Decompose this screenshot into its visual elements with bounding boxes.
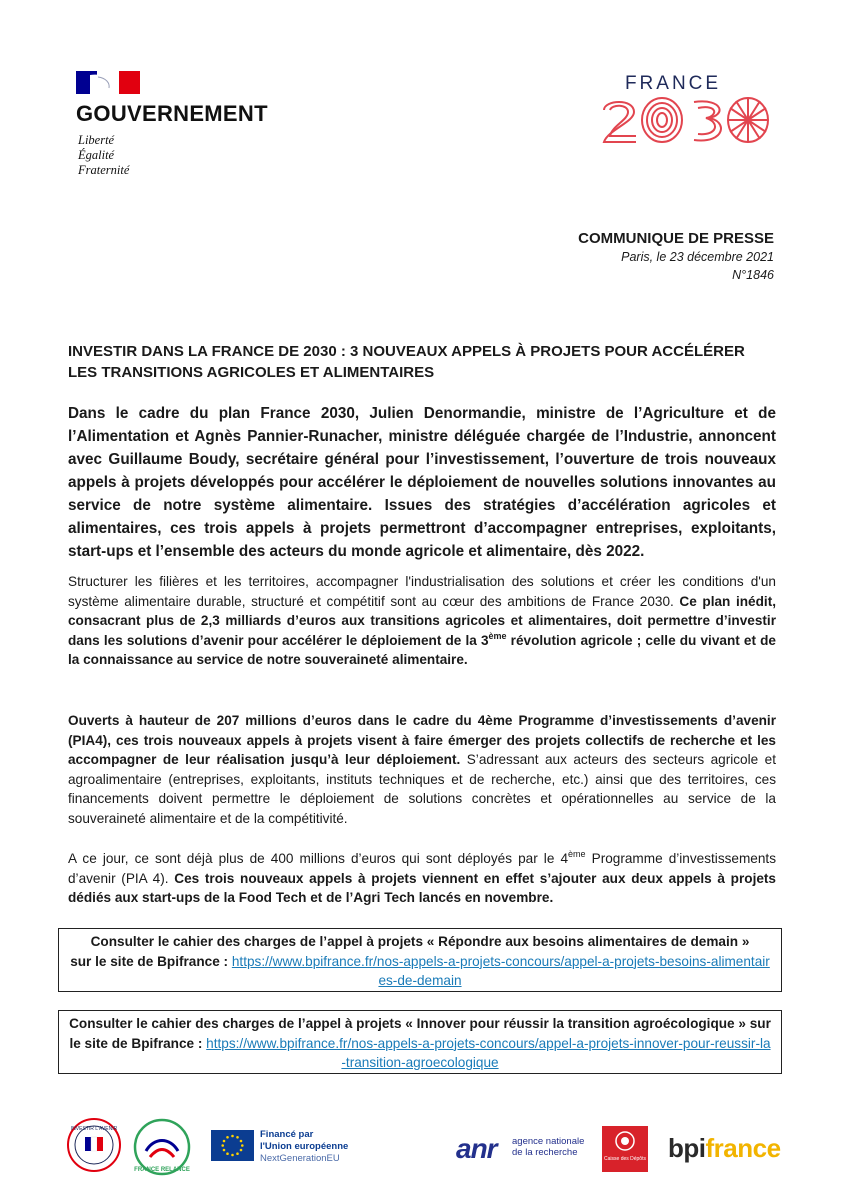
marianne-flag-logo	[76, 71, 140, 94]
investir-avenir-logo	[66, 1117, 122, 1173]
box2-bpifrance-link[interactable]: https://www.bpifrance.fr/nos-appels-a-projets-concours/appel-a-projets-innover-pour-reussir-la-transition-agroecologique	[206, 1035, 771, 1070]
republic-motto	[78, 133, 129, 178]
paragraph-funding	[68, 711, 776, 829]
p3-sup: ème	[568, 849, 586, 859]
eu-line2: l'Union européenne	[260, 1141, 349, 1152]
france2030-label: FRANCE	[624, 73, 722, 94]
motto-liberte: Liberté	[78, 133, 115, 147]
p2-bold: Ouverts à hauteur de 207 millions d’euros dans le cadre du 4ème Programme d’investissements d’avenir (PIA4), ces trois nouveaux appels à projets visent à faire émerger des projets collectifs de recherche et les accompagner de leur réalisation jusqu’à leur déploiement.	[68, 713, 776, 768]
box1-line2: sur le site de Bpifrance :	[70, 953, 232, 969]
france-relance-logo	[132, 1117, 192, 1177]
cahier-des-charges-box-2	[58, 1010, 782, 1074]
cahier-des-charges-box-1	[58, 928, 782, 992]
bpi-part: bpi	[668, 1133, 706, 1163]
france-part: france	[705, 1133, 781, 1163]
press-date: Paris, le 23 décembre 2021	[621, 250, 774, 264]
gouvernement-title: GOUVERNEMENT	[76, 101, 268, 126]
p3-bold: Ces trois nouveaux appels à projets viennent en effet s’ajouter aux deux appels à projets dédiés aux start-ups de la Food Tech et de l’Agri Tech lancés en novembre.	[68, 870, 776, 906]
p1-normal: Structurer les filières et les territoires, accompagner l'industrialisation des solutions et créer les conditions d'un système alimentaire durable, structuré et compétitif sont au cœur des ambitions de France 2030.	[68, 574, 776, 609]
anr-subtitle	[512, 1136, 584, 1158]
eu-line3: NextGenerationEU	[260, 1153, 340, 1164]
box1-line1: Consulter le cahier des charges de l’appel à projets « Répondre aux besoins alimentaires de demain »	[90, 934, 750, 949]
france2030-number-logo	[598, 94, 774, 146]
headline: INVESTIR DANS LA FRANCE DE 2030 : 3 NOUVEAUX APPELS À PROJETS POUR ACCÉLÉRER LES TRANSITIONS AGRICOLES ET ALIMENTAIRES	[68, 343, 745, 381]
lead-paragraph: Dans le cadre du plan France 2030, Julien Denormandie, ministre de l’Agriculture et de l’Alimentation et Agnès Pannier-Runacher, ministre déléguée chargée de l’Industrie, annoncent avec Guillaume Boudy, secrétaire général pour l’investissement, l’ouverture de trois nouveaux appels à projets développés pour accélérer le déploiement de nouvelles solutions innovantes au service de notre système alimentaire. Issues des stratégies d’accélération agricoles et alimentaires, ces trois appels à projets permettront d’accompagner entreprises, exploitants, start-ups et l’ensemble des acteurs du monde agricole et alimentaire, dès 2022.	[68, 405, 776, 560]
relance-text: FRANCE RELANCE	[134, 1167, 190, 1173]
p3-normal-a: A ce jour, ce sont déjà plus de 400 millions d’euros qui sont déployés par le 4	[68, 851, 569, 866]
p3-normal-b: Programme d’investissements d’avenir (PIA 4).	[68, 851, 776, 886]
paragraph-pia4	[68, 849, 776, 908]
paragraph-ambitions	[68, 572, 776, 670]
eu-funding-text	[260, 1129, 348, 1165]
caisse-des-depots-logo	[602, 1126, 648, 1172]
anr-line1: agence nationale	[512, 1136, 585, 1147]
anr-logo: anr	[456, 1133, 497, 1164]
press-release-title: COMMUNIQUE DE PRESSE	[578, 230, 774, 247]
box1-bpifrance-link[interactable]: https://www.bpifrance.fr/nos-appels-a-projets-concours/appel-a-projets-besoins-alimentaires-de-demain	[231, 953, 770, 988]
anr-line2: de la recherche	[512, 1147, 578, 1158]
bpifrance-logo	[668, 1133, 781, 1164]
box2-line1: Consulter le cahier des charges de l’appel à projets « Innover pour réussir la transition agroécologique » sur le site de Bpifrance :	[69, 1016, 771, 1051]
cdc-text: Caisse des Dépôts	[604, 1156, 646, 1162]
cdc-emblem-icon	[602, 1126, 648, 1156]
eu-line1: Financé par	[260, 1129, 314, 1140]
p1-bold-a: Ce plan inédit, consacrant plus de 2,3 milliards d’euros aux transitions agricoles et alimentaires, doit permettre d’investir dans les solutions d’avenir pour accélérer le déploiement de la 3	[68, 593, 776, 648]
motto-fraternite: Fraternité	[78, 163, 130, 177]
p2-normal: S’adressant aux acteurs des secteurs agricole et agroalimentaire (entreprises, exploitants, instituts techniques et de recherche, etc.) ainsi que des territoires, ces financements doivent permettre le déploiement de solutions concrètes et opérationnelles au service de la souveraineté alimentaire et de la compétitivité.	[68, 752, 776, 826]
p1-bold-b: révolution agricole ; celle du vivant et de la connaissance au service de notre souveraineté alimentaire.	[68, 632, 776, 668]
avenir-text: INVESTIR L'AVENIR	[70, 1126, 118, 1132]
motto-egalite: Égalité	[78, 148, 115, 162]
p1-sup: ème	[488, 630, 507, 641]
press-number: N°1846	[732, 268, 774, 282]
eu-flag-icon	[211, 1130, 254, 1161]
